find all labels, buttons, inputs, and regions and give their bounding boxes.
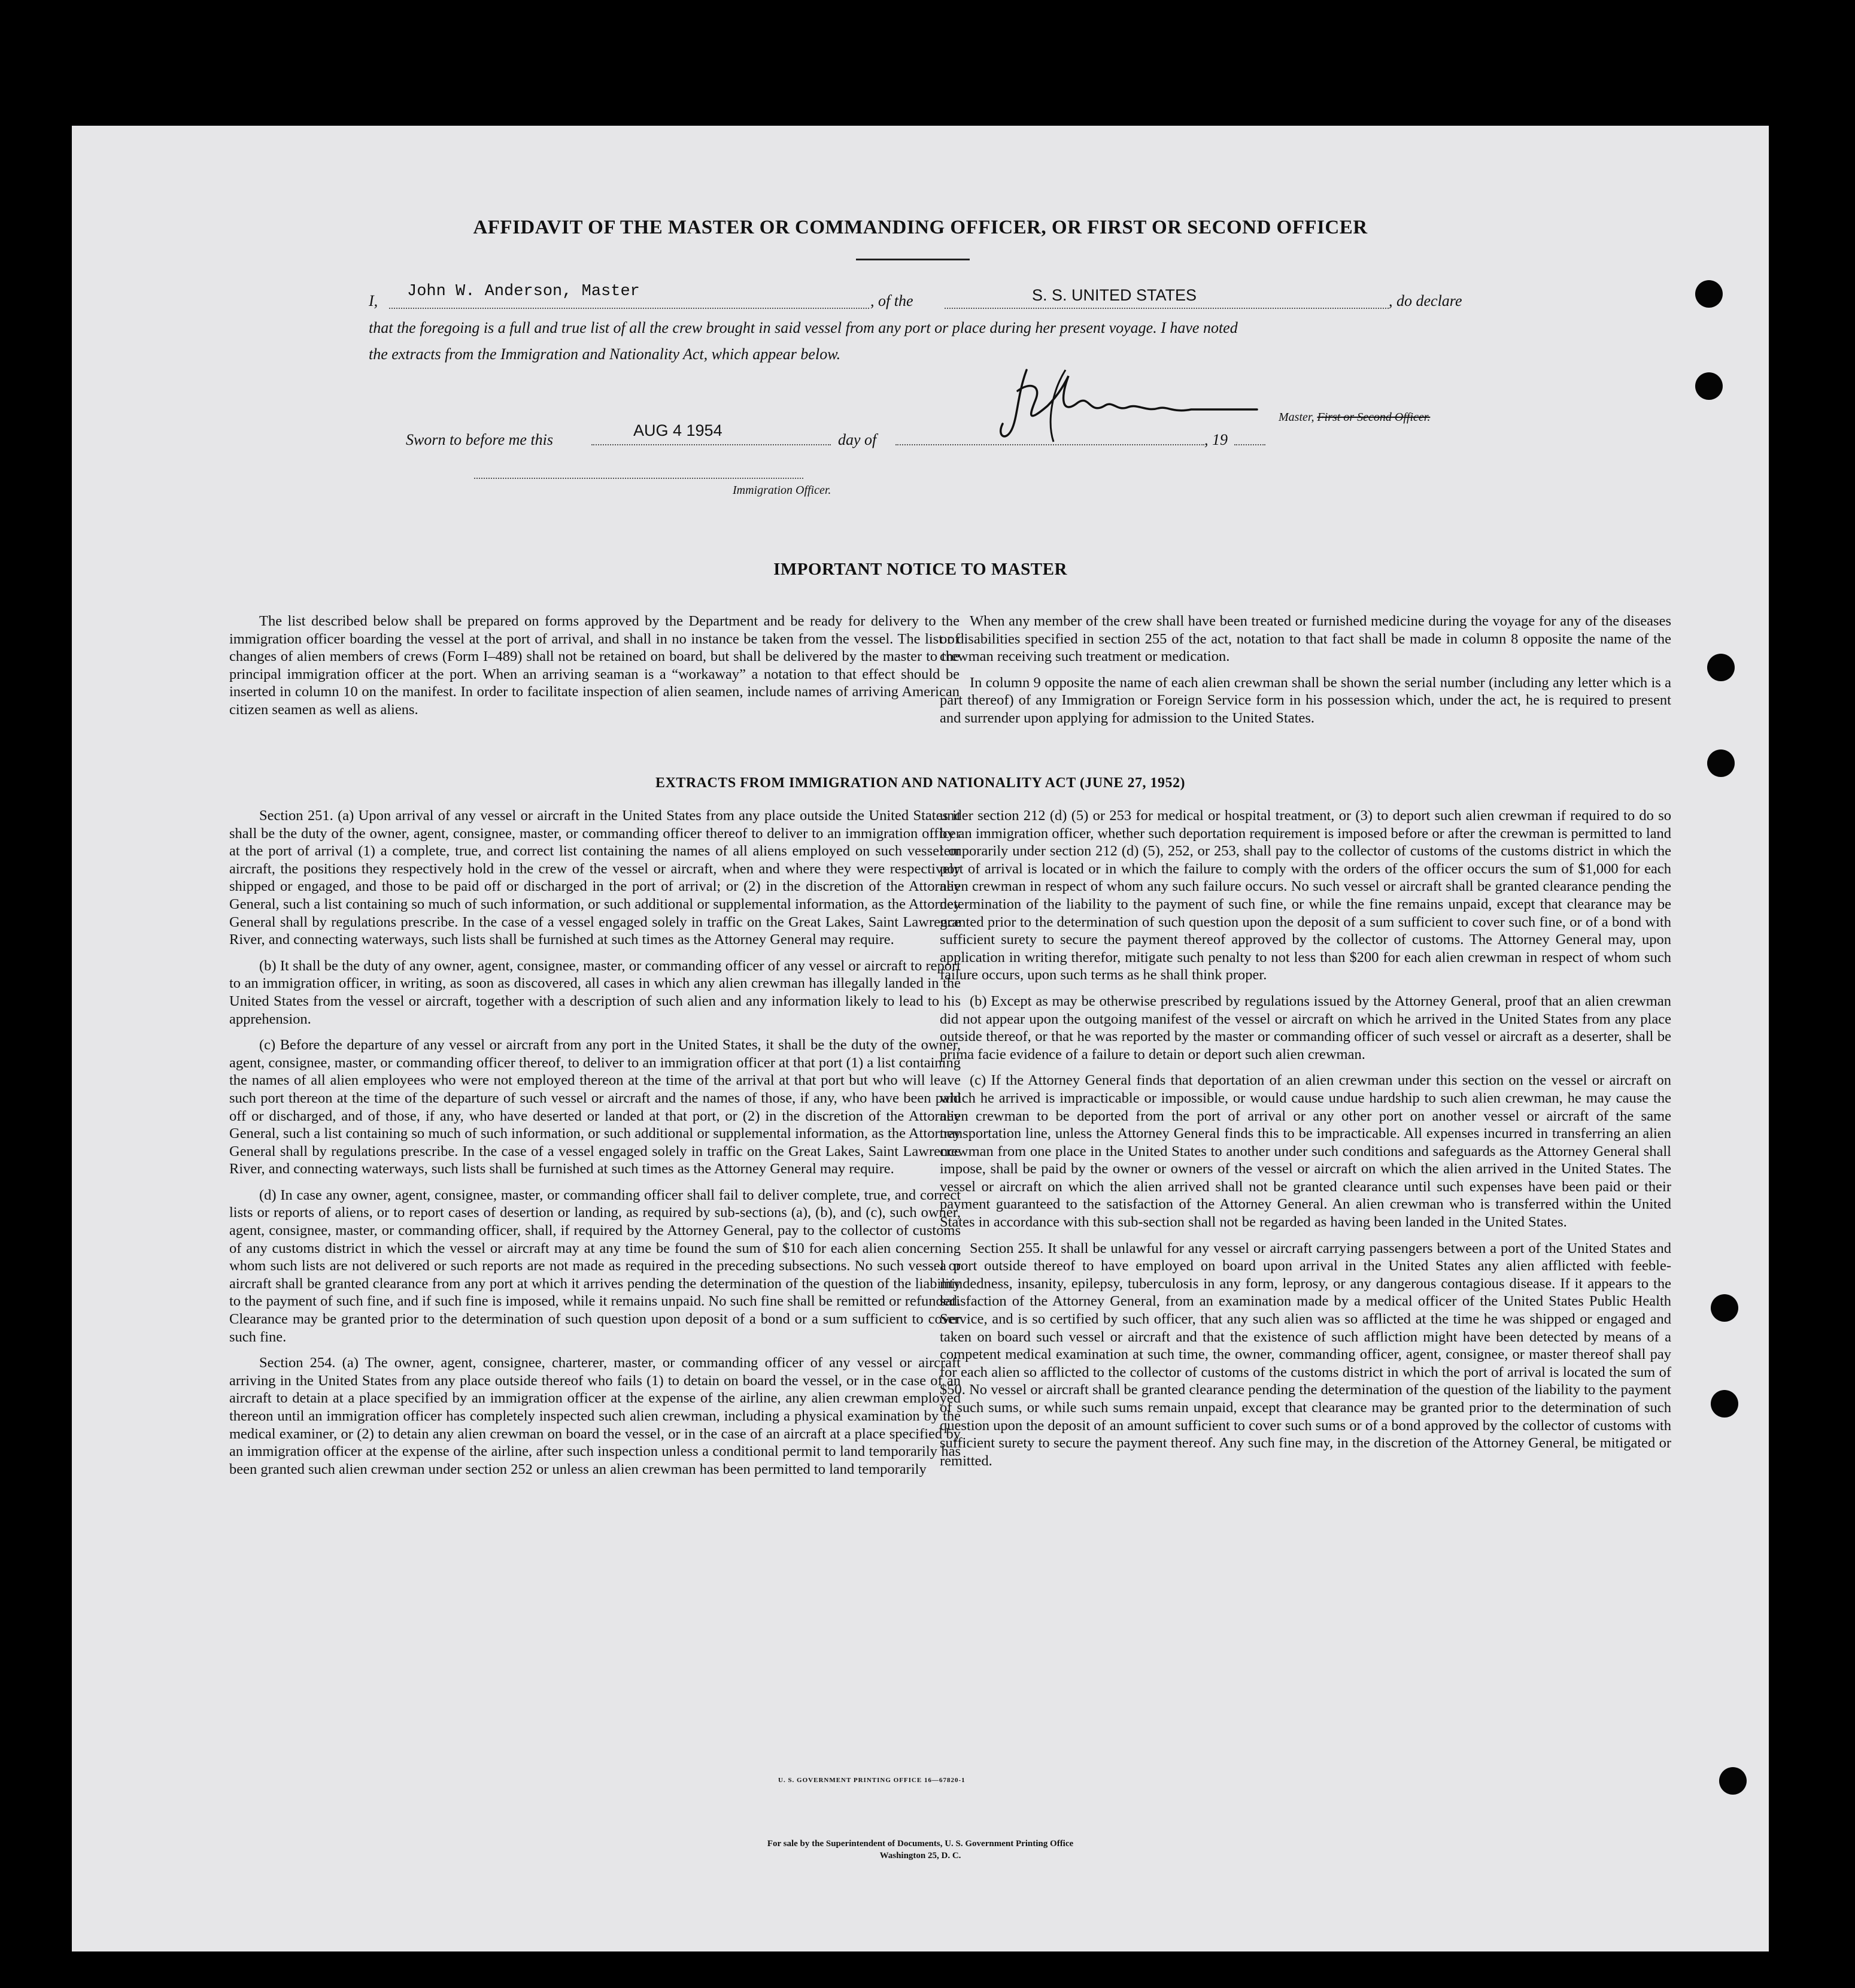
- vessel-line: [945, 308, 1389, 309]
- title-rule: [856, 259, 970, 260]
- notice-left-column: [229, 612, 960, 719]
- affidavit-title: AFFIDAVIT OF THE MASTER OR COMMANDING OFFICER, OR FIRST OR SECOND OFFICER: [473, 217, 1368, 238]
- section-251-a: Section 251. (a) Upon arrival of any vessel or aircraft in the United States from any place outside the United States it shall be the duty of the owner, agent, consignee, master, or commanding officer thereof to deliver to an immigration officer at the port of arrival (1) a complete, true, and correct list containing the names of all aliens employed on such vessel or aircraft, the positions they respectively hold in the crew of the vessel or aircraft, when and where they were respectively shipped or engaged, and those to be paid off or discharged in the port of arrival; or (2) in the discretion of the Attorney General, such a list containing so much of such information, or such additional or supplemental information, as the Attorney General shall by regulations prescribe. In the case of a vessel engaged solely in traffic on the Great Lakes, Saint Lawrence River, and connecting waterways, such lists shall be furnished at such times as the Attorney General may require.: [229, 808, 961, 948]
- notice-left-para: The list described below shall be prepared on forms approved by the Department and be ready for delivery to the immigration officer boarding the vessel at the port of arrival, and shall in no instance be taken from the vessel. The list of changes of alien members of crews (Form I–489) shall not be retained on board, but shall be delivered by the master to the principal immigration officer at the port. When an arriving seaman is a “workaway” a notation to that effect should be inserted in column 10 on the manifest. In order to facilitate inspection of alien seamen, include names of arriving American citizen seamen as well as aliens.: [229, 613, 960, 718]
- affidavit-line1-prefix: I,: [369, 292, 378, 309]
- section-254-b: (b) Except as may be otherwise prescribed by regulations issued by the Attorney General, proof that an alien crewman did not appear upon the outgoing manifest of the vessel or aircraft on which he arrived in the United States from any place outside thereof, or that he was reported by the master or commanding officer of such vessel or aircraft as a deserter, shall be prima facie evidence of a failure to detain or deport such alien crewman.: [940, 993, 1671, 1063]
- notice-right-para-1: When any member of the crew shall have been treated or furnished medicine during the voyage for any of the diseases or disabilities specified in section 255 of the act, notation to that fact shall be made in column 8 opposite the name of the crewman receiving such treatment or medication.: [940, 613, 1671, 665]
- immigration-officer-label: Immigration Officer.: [733, 484, 831, 497]
- sworn-date: AUG 4 1954: [633, 421, 722, 439]
- sale-line-2: Washington 25, D. C.: [879, 1851, 961, 1860]
- sworn-date-line: [591, 444, 831, 445]
- punch-hole: [1695, 280, 1723, 308]
- affidavit-line3: the extracts from the Immigration and Nationality Act, which appear below.: [369, 345, 841, 363]
- sworn-year-line: [1234, 444, 1265, 445]
- punch-hole: [1707, 654, 1735, 681]
- notice-right-column: [940, 612, 1671, 727]
- section-254-a-continued: under section 212 (d) (5) or 253 for medical or hospital treatment, or (3) to deport such alien crewman if required to do so by an immigration officer, whether such deportation requirement is imposed before or after the crewman is permitted to land temporarily under section 212 (d) (5), 252, or 253, shall pay to the collector of customs of the customs district in which the port of arrival is located or in which the failure to comply with the orders of the officer occurs the sum of $1,000 for each alien crewman in respect of whom any such failure occurs. No such vessel or aircraft shall be granted clearance pending the determination of the liability to the payment of such fine, or while the fine remains unpaid, except that clearance may be granted prior to the determination of such question upon the deposit of a sum sufficient to cover such fine, or of a bond with sufficient surety to secure the payment thereof approved by the collector of customs. The Attorney General may, upon application in writing therefor, mitigate such penalty to not less than $200 for each alien crewman in respect of whom such failure occurs, upon such terms as he shall think proper.: [940, 808, 1671, 984]
- sworn-mid: day of: [838, 431, 877, 448]
- sworn-month-line: [895, 444, 1204, 445]
- sale-line-1: For sale by the Superintendent of Documents, U. S. Government Printing Office: [767, 1839, 1074, 1849]
- extracts-right-column: [940, 807, 1671, 1470]
- extracts-left-column: [229, 807, 961, 1478]
- sale-notice: [72, 1838, 1769, 1862]
- officer-signature-line: [474, 478, 803, 479]
- section-251-d: (d) In case any owner, agent, consignee, master, or commanding officer shall fail to deliver complete, true, and correct lists or reports of aliens, or to report cases of desertion or landing, as required by sub-sections (a), (b), and (c), such owner, agent, consignee, master, or commanding officer, shall, if required by the Attorney General, pay to the collector of customs of any customs district in which the vessel or aircraft may at any time be found the sum of $10 for each alien concerning whom such lists are not delivered or such reports are not made as required in the preceding subsections. No such vessel or aircraft shall be granted clearance from any port at which it arrives pending the determination of the question of the liability to the payment of such fine, and if such fine is imposed, while it remains unpaid. No such fine shall be remitted or refunded. Clearance may be granted prior to the determination of such question upon deposit of a bond or a sum sufficient to cover such fine.: [229, 1186, 961, 1345]
- vessel-name: S. S. UNITED STATES: [1032, 286, 1197, 304]
- section-251-b: (b) It shall be the duty of any owner, agent, consignee, master, or commanding officer of any vessel or aircraft to report to an immigration officer, in writing, as soon as discovered, all cases in which any alien crewman has illegally landed in the United States from the vessel or aircraft, together with a description of such alien and any information likely to lead to his apprehension.: [229, 957, 961, 1027]
- affidavit-line2: that the foregoing is a full and true list of all the crew brought in said vessel from any port or place during her present voyage. I have noted: [369, 319, 1238, 336]
- punch-hole: [1711, 1390, 1738, 1418]
- extracts-title: EXTRACTS FROM IMMIGRATION AND NATIONALITY ACT (JUNE 27, 1952): [655, 775, 1185, 791]
- section-251-c: (c) Before the departure of any vessel or aircraft from any port in the United States, it shall be the duty of the owner, agent, consignee, master, or commanding officer thereof, to deliver to an immigration officer at that port (1) a list containing the names of all alien employees who were not employed thereon at the time of the arrival at that port but who will leave such port thereon at the time of the departure of such vessel or aircraft and the names of those, if any, who have been paid off or discharged, and of those, if any, who have deserted or landed at that port, or (2) in the discretion of the Attorney General, such a list containing so much of such information, or such additional or supplemental information, as the Attorney General shall by regulations prescribe. In the case of a vessel engaged solely in traffic on the Great Lakes, Saint Lawrence River, and connecting waterways, such lists shall be furnished at such times as the Attorney General may require.: [229, 1037, 961, 1177]
- section-254-a: Section 254. (a) The owner, agent, consignee, charterer, master, or commanding officer of any vessel or aircraft arriving in the United States from any place outside thereof who fails (1) to detain on board the vessel, or in the case of an aircraft to detain at a place specified by an immigration officer at the expense of the airline, any alien crewman employed thereon until an immigration officer has completely inspected such alien crewman, including a physical examination by the medical examiner, or (2) to detain any alien crewman on board the vessel, or in the case of an aircraft at a place specified by an immigration officer at the expense of the airline, after such inspection unless a conditional permit to land temporarily has been granted such alien crewman under section 252 or unless an alien crewman has been permitted to land temporarily: [229, 1355, 961, 1477]
- name-line: [389, 308, 869, 309]
- title-struck-officer: First or Second Officer.: [1317, 411, 1431, 424]
- printing-office-code: U. S. GOVERNMENT PRINTING OFFICE 16—67820-1: [778, 1777, 966, 1784]
- punch-hole: [1711, 1294, 1738, 1322]
- title-master: Master,: [1279, 411, 1314, 424]
- form-page: [72, 126, 1769, 1951]
- punch-hole: [1695, 372, 1723, 400]
- officer-title: [1279, 411, 1430, 424]
- section-255: Section 255. It shall be unlawful for any vessel or aircraft carrying passengers between a port of the United States and a port outside thereof to have employed on board upon arrival in the United States any alien afflicted with feeble-mindedness, insanity, epilepsy, tuberculosis in any form, leprosy, or any dangerous contagious disease. If it appears to the satisfaction of the Attorney General, from an examination made by a medical officer of the United States Public Health Service, and is so certified by such officer, that any such alien was so afflicted at the time he was shipped or engaged and taken on board such vessel or aircraft and that the existence of such affliction might have been detected by means of a competent medical examination at such time, the owner, commanding officer, agent, consignee, or master thereof shall pay for each alien so afflicted to the collector of customs of the customs district in which the port of arrival is located the sum of $50. No vessel or aircraft shall be granted clearance pending the determination of the question of the liability to the payment of such sums, or while such sums remain unpaid, except that clearance may be granted prior to the determination of such question upon the deposit of an amount sufficient to cover such sums or of a bond approved by the collector of customs with sufficient surety to secure the payment thereof. Any such fine may, in the discretion of the Attorney General, be mitigated or remitted.: [940, 1240, 1671, 1469]
- sworn-prefix: Sworn to before me this: [406, 431, 554, 448]
- punch-hole: [1707, 749, 1735, 777]
- master-name: John W. Anderson, Master: [407, 283, 640, 301]
- sworn-year: , 19: [1204, 431, 1228, 448]
- section-254-c: (c) If the Attorney General finds that deportation of an alien crewman under this section on the vessel or aircraft on which he arrived is impracticable or impossible, or would cause undue hardship to such alien crewman, he may cause the alien crewman to be deported from the port of arrival or any other port on another vessel or aircraft of the same transportation line, unless the Attorney General finds this to be impracticable. All expenses incurred in transferring an alien crewman from one place in the United States to another under such conditions and safeguards as the Attorney General shall impose, shall be paid by the owner or owners of the vessel or aircraft on which the alien arrived in the United States. The vessel or aircraft on which the alien arrived shall not be granted clearance until such expenses have been paid or their payment guaranteed to the satisfaction of the Attorney General. An alien crewman who is transferred within the United States in accordance with this sub-section shall not be regarded as having been landed in the United States.: [940, 1072, 1671, 1231]
- affidavit-line1-mid: , of the: [870, 292, 913, 309]
- affidavit-line1-end: , do declare: [1389, 292, 1462, 309]
- notice-title: IMPORTANT NOTICE TO MASTER: [773, 560, 1067, 579]
- notice-right-para-2: In column 9 opposite the name of each alien crewman shall be shown the serial number (including any letter which is a part thereof) of any Immigration or Foreign Service form in his possession which, under the act, he is required to present and surrender upon applying for admission to the United States.: [940, 674, 1671, 726]
- punch-hole: [1719, 1767, 1747, 1795]
